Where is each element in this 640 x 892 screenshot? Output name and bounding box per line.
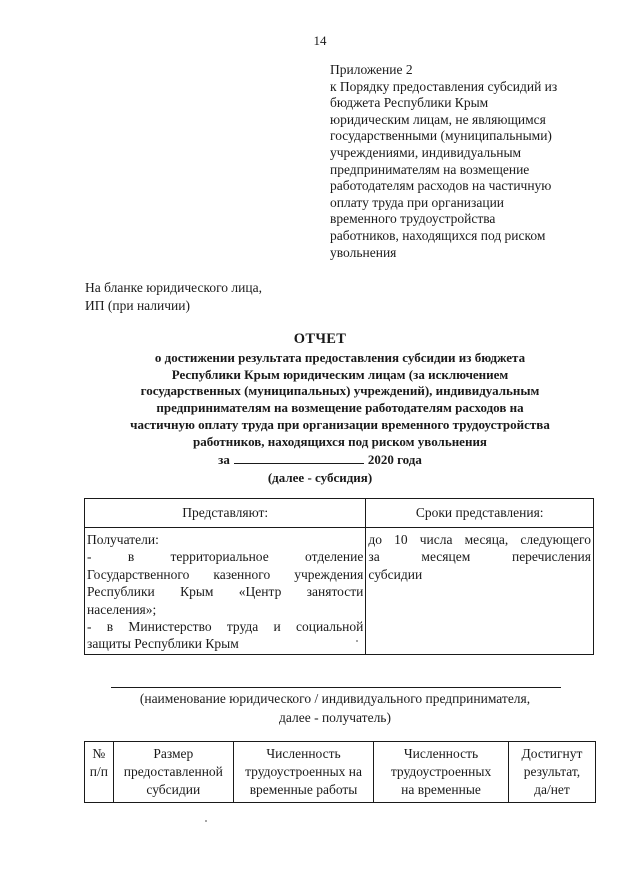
submitters-line: - в Министерство труда и социальной: [87, 619, 364, 635]
report-title: ОТЧЕТ: [293, 331, 347, 347]
submitters-line: Получатели:: [87, 532, 159, 547]
period-suffix: 2020 года: [367, 452, 422, 467]
appendix-line: к Порядку предоставления субсидий из: [330, 78, 558, 94]
period-hint: (далее - субсидия): [267, 470, 373, 485]
appendix-line: Приложение 2: [330, 62, 413, 77]
subtitle-line: частичную оплату труда при организации временного трудоустройства: [130, 416, 550, 432]
report-period: [0, 452, 640, 468]
header-result-achieved: [508, 742, 595, 803]
appendix-line: юридическим лицам, не являющимся: [330, 111, 546, 127]
submitters-line: защиты Республики Крым: [87, 636, 239, 652]
submitters-line: населения»;: [87, 601, 157, 617]
period-prefix: за: [218, 452, 230, 467]
caption-line: далее - получатель): [279, 709, 391, 725]
period-blank-field[interactable]: [234, 452, 364, 464]
header-text: Достигнут: [521, 746, 583, 761]
header-text: предоставленной: [123, 764, 223, 779]
scan-speck: [205, 820, 207, 822]
submitters-line: - в территориальное отделение: [87, 549, 364, 565]
header-text: на временные: [401, 782, 481, 797]
page-number: 14: [313, 33, 327, 48]
deadline-line: до 10 числа месяца, следующего: [368, 532, 591, 547]
header-text: да/нет: [534, 782, 570, 797]
subtitle-line: о достижении результата предоставления субсидии из бюджета: [154, 350, 526, 365]
submitters-line: Республики Крым «Центр занятости: [87, 584, 364, 600]
appendix-line: бюджета Республики Крым: [330, 95, 489, 111]
appendix-line: работодателям расходов на частичную: [330, 178, 552, 194]
deadline-line: за месяцем перечисления: [368, 549, 591, 565]
subtitle-line: работников, находящихся под риском увольнения: [193, 433, 487, 449]
submitters-cell: [85, 528, 366, 655]
header-text: п/п: [89, 764, 108, 779]
appendix-line: временного трудоустройства: [330, 211, 496, 227]
appendix-block: [330, 62, 615, 261]
header-text: трудоустроенных на: [245, 764, 363, 779]
subtitle-line: Республики Крым юридическим лицам (за исключением: [171, 366, 509, 382]
submitters-line: Государственного казенного учреждения: [87, 566, 364, 582]
header-text: Численность: [403, 746, 479, 761]
header-employed-count: [233, 742, 373, 803]
submission-body-row: [85, 528, 594, 655]
letterhead-line: ИП (при наличии): [85, 298, 190, 313]
report-subtitle: [80, 350, 600, 450]
subtitle-line: предпринимателям на возмещение работодателям расходов на: [156, 400, 524, 416]
header-row-number: [85, 742, 114, 803]
scan-speck: [356, 640, 358, 642]
appendix-line: предпринимателям на возмещение: [330, 161, 530, 177]
letterhead-line: На бланке юридического лица,: [85, 280, 262, 295]
submission-header-row: [85, 499, 594, 528]
appendix-line: работников, находящихся под риском: [330, 227, 546, 243]
header-subsidy-amount: [113, 742, 233, 803]
submission-table: [84, 498, 594, 655]
recipient-name-line[interactable]: [111, 687, 561, 688]
header-text: временные работы: [249, 782, 358, 797]
appendix-line: учреждениями, индивидуальным: [330, 144, 522, 160]
header-text: Размер: [153, 746, 194, 761]
letterhead-note: [85, 279, 262, 315]
header-employed-temporary: [374, 742, 509, 803]
appendix-line: оплату труда при организации: [330, 194, 505, 210]
caption-line: (наименование юридического / индивидуального предпринимателя,: [139, 691, 531, 706]
appendix-line: государственными (муниципальными): [330, 128, 552, 144]
appendix-line: увольнения: [330, 244, 397, 260]
subtitle-line: государственных (муниципальных) учреждений), индивидуальным: [140, 383, 540, 399]
header-text: №: [92, 746, 106, 761]
header-text: результат,: [523, 764, 581, 779]
results-header-row: [85, 742, 596, 803]
results-table: [84, 741, 596, 803]
recipient-caption: [80, 690, 590, 727]
deadlines-cell: [366, 528, 594, 655]
deadline-line: субсидии: [368, 566, 423, 582]
header-text: Численность: [266, 746, 341, 761]
submitters-header: Представляют:: [85, 499, 366, 528]
deadlines-header: Сроки представления:: [366, 499, 594, 528]
header-text: трудоустроенных: [390, 764, 492, 779]
header-text: субсидии: [146, 782, 201, 797]
